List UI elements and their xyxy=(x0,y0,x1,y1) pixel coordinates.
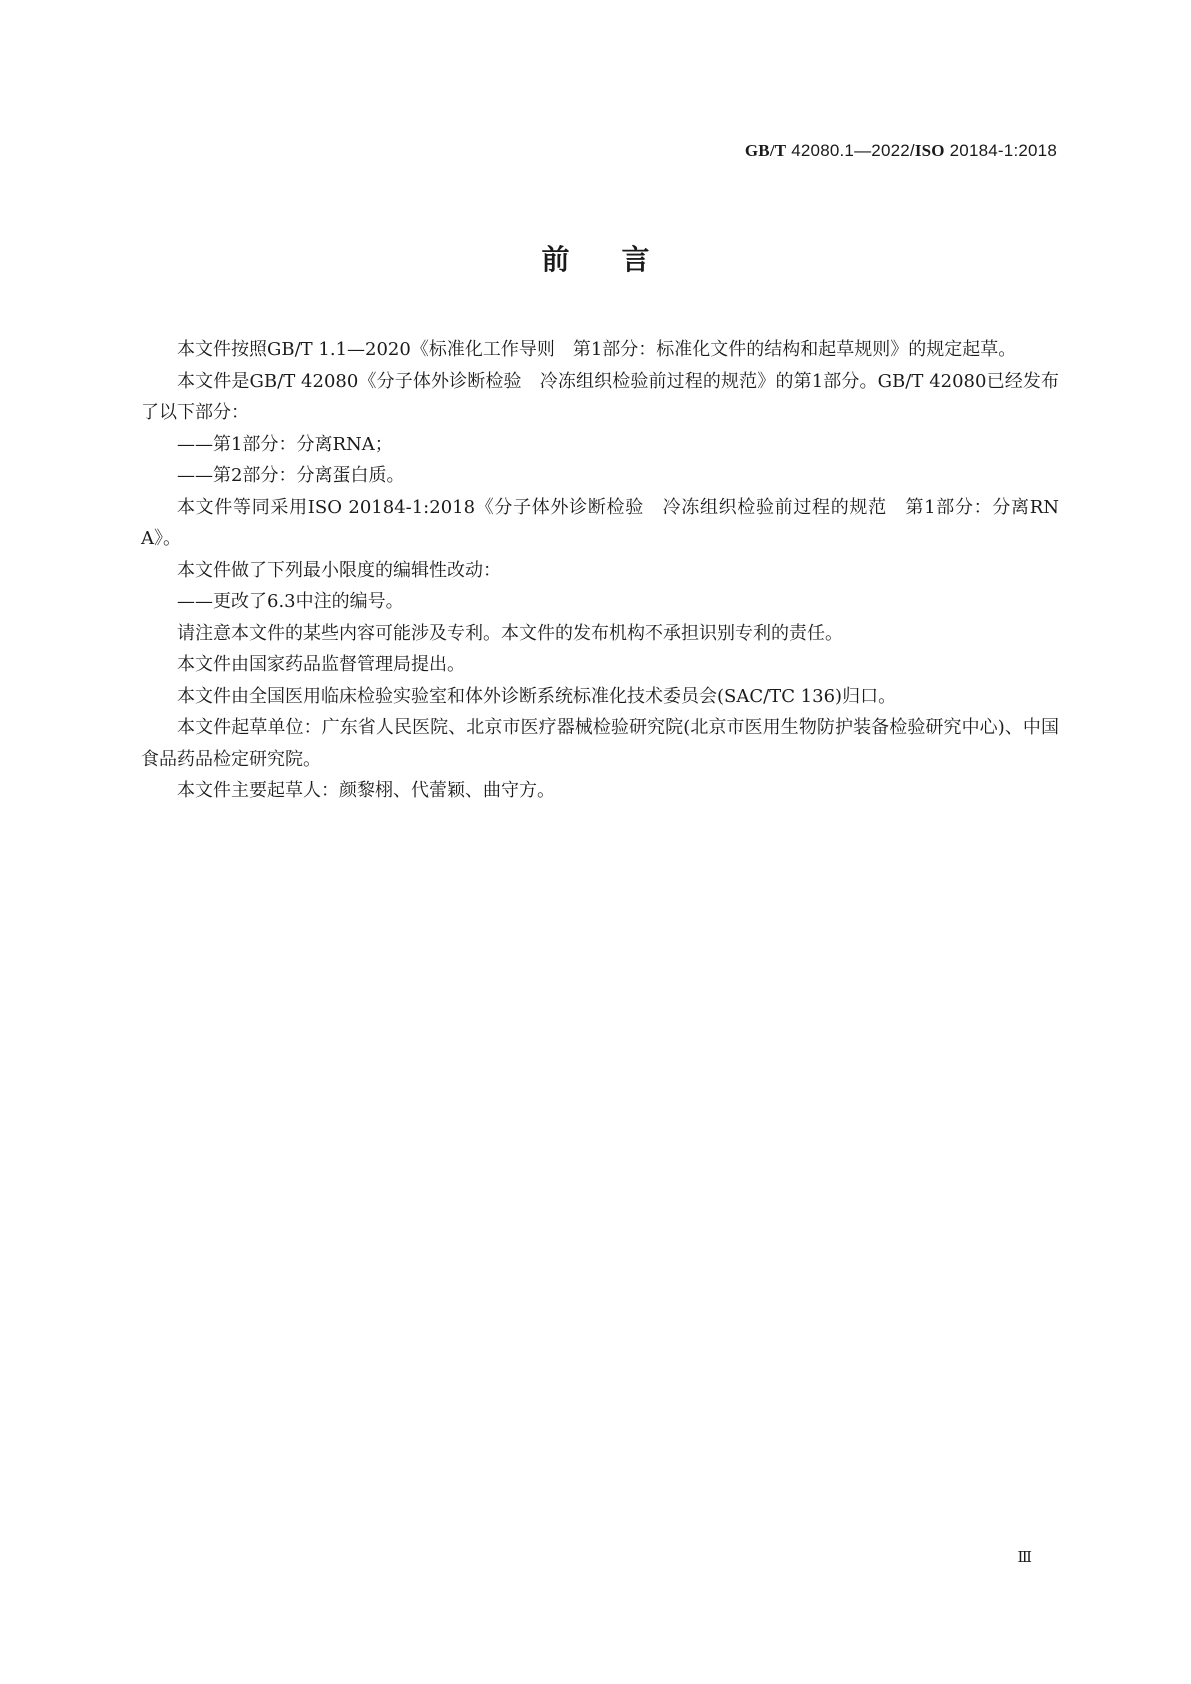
paragraph-proposer: 本文件由国家药品监督管理局提出。 xyxy=(177,654,465,675)
doc-id-iso: ISO xyxy=(914,141,945,160)
paragraph-drafting-organizations: 本文件起草单位：广东省人民医院、北京市医疗器械检验研究院(北京市医用生物防护装备检验研究中心)、中国食品药品检定研究院。 xyxy=(141,717,1059,770)
paragraph-adoption: 本文件等同采用ISO 20184-1:2018《分子体外诊断检验 冷冻组织检验前过程的规范 第1部分：分离RNA》。 xyxy=(141,496,1059,549)
list-item-part-2: ——第2部分：分离蛋白质。 xyxy=(177,465,405,486)
page-number: Ⅲ xyxy=(1017,1550,1031,1566)
paragraph-technical-committee: 本文件由全国医用临床检验实验室和体外诊断系统标准化技术委员会(SAC/TC 136)归口。 xyxy=(177,685,897,707)
foreword-body xyxy=(141,334,1059,807)
paragraph-series-part: 本文件是GB/T 42080《分子体外诊断检验 冷冻组织检验前过程的规范》的第1部分。GB/T 42080已经发布了以下部分： xyxy=(141,370,1059,423)
paragraph-editorial-changes: 本文件做了下列最小限度的编辑性改动： xyxy=(177,559,501,581)
page-title: 前言 xyxy=(541,243,702,276)
paragraph-patent-notice: 请注意本文件的某些内容可能涉及专利。本文件的发布机构不承担识别专利的责任。 xyxy=(177,622,843,644)
list-item-part-1: ——第1部分：分离RNA； xyxy=(177,433,393,455)
doc-id-iso-number: 20184-1:2018 xyxy=(944,141,1057,160)
document-identifier xyxy=(745,141,1057,161)
doc-id-prefix: GB/T xyxy=(744,141,787,160)
paragraph-drafting-basis: 本文件按照GB/T 1.1—2020《标准化工作导则 第1部分：标准化文件的结构和起草规则》的规定起草。 xyxy=(177,339,1017,360)
doc-id-number: 42080.1—2022/ xyxy=(786,141,915,160)
paragraph-drafters: 本文件主要起草人：颜黎栩、代蕾颖、曲守方。 xyxy=(177,780,555,801)
list-item-change: ——更改了6.3中注的编号。 xyxy=(177,591,404,612)
